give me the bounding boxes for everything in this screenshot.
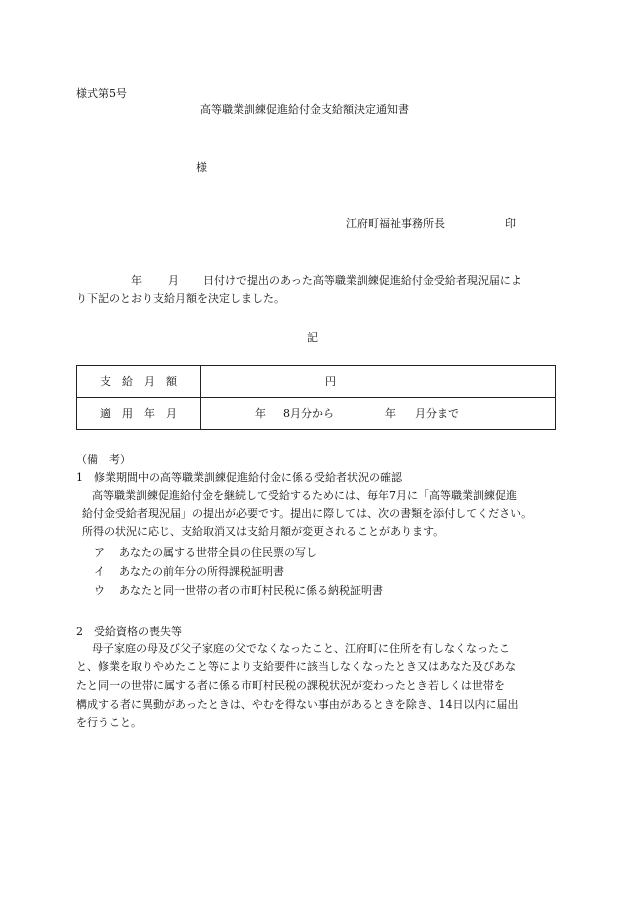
body-paragraph-line1 — [131, 275, 522, 286]
body-paragraph-line2: り下記のとおり支給月額を決定しました。 — [76, 292, 285, 305]
monthly-amount-label: 支 給 月 額 — [77, 366, 201, 398]
list-item-letter: ア — [94, 546, 105, 559]
note2-line: たと同一の世帯に属する者に係る市町村民税の課税状況が変わったとき若しくは世帯を — [76, 679, 505, 692]
ki-heading: 記 — [307, 331, 318, 344]
body-line1-text: 日付けで提出のあった高等職業訓練促進給付金受給者現況届によ — [203, 274, 522, 287]
list-item-letter: イ — [94, 565, 105, 578]
applicable-period-cell — [201, 398, 556, 430]
period-year-from: 年 — [255, 407, 266, 420]
note1-title: 1 修業期間中の高等職業訓練促進給付金に係る受給者状況の確認 — [76, 471, 402, 484]
list-item-text: あなたの前年分の所得課税証明書 — [119, 565, 284, 578]
seal-mark: 印 — [505, 217, 516, 230]
table-row — [77, 366, 556, 398]
period-to: 月分まで — [415, 407, 459, 420]
body-year-label: 年 — [131, 274, 142, 287]
period-from: 8月分から — [283, 407, 334, 420]
note1-line: 高等職業訓練促進給付金を継続して受給するためには、毎年7月に「高等職業訓練促進 — [92, 489, 517, 502]
note2-line: と、修業を取りやめたこと等により支給要件に該当しなくなったとき又はあなた及びあな — [76, 660, 516, 673]
list-item-text: あなたの属する世帯全員の住民票の写し — [119, 546, 317, 559]
document-title: 高等職業訓練促進給付金支給額決定通知書 — [200, 103, 409, 116]
body-month-label: 月 — [168, 274, 179, 287]
list-item-text: あなたと同一世帯の者の市町村民税に係る納税証明書 — [119, 584, 383, 597]
amount-table — [76, 365, 556, 430]
monthly-amount-cell — [201, 366, 556, 398]
list-item-letter: ウ — [94, 584, 105, 597]
addressee-honorific: 様 — [196, 161, 207, 174]
note2-title: 2 受給資格の喪失等 — [76, 625, 182, 638]
form-number: 様式第5号 — [76, 87, 127, 100]
yen-unit: 円 — [325, 375, 336, 388]
notes-heading: （備 考） — [76, 453, 131, 466]
note1-line: 所得の状況に応じ、支給取消又は支給月額が変更されることがあります。 — [82, 525, 445, 538]
period-year-to: 年 — [385, 407, 396, 420]
note2-line: 母子家庭の母及び父子家庭の父でなくなったこと、江府町に住所を有しなくなったこ — [92, 642, 510, 655]
sender-name: 江府町福祉事務所長 — [346, 217, 445, 230]
applicable-period-label: 適 用 年 月 — [77, 398, 201, 430]
note2-line: 構成する者に異動があったときは、やむを得ない事由があるときを除き、14日以内に届出 — [76, 698, 519, 711]
note2-line: を行うこと。 — [76, 716, 142, 729]
table-row — [77, 398, 556, 430]
note1-line: 給付金受給者現況届」の提出が必要です。提出に際しては、次の書類を添付してください。 — [82, 507, 533, 520]
